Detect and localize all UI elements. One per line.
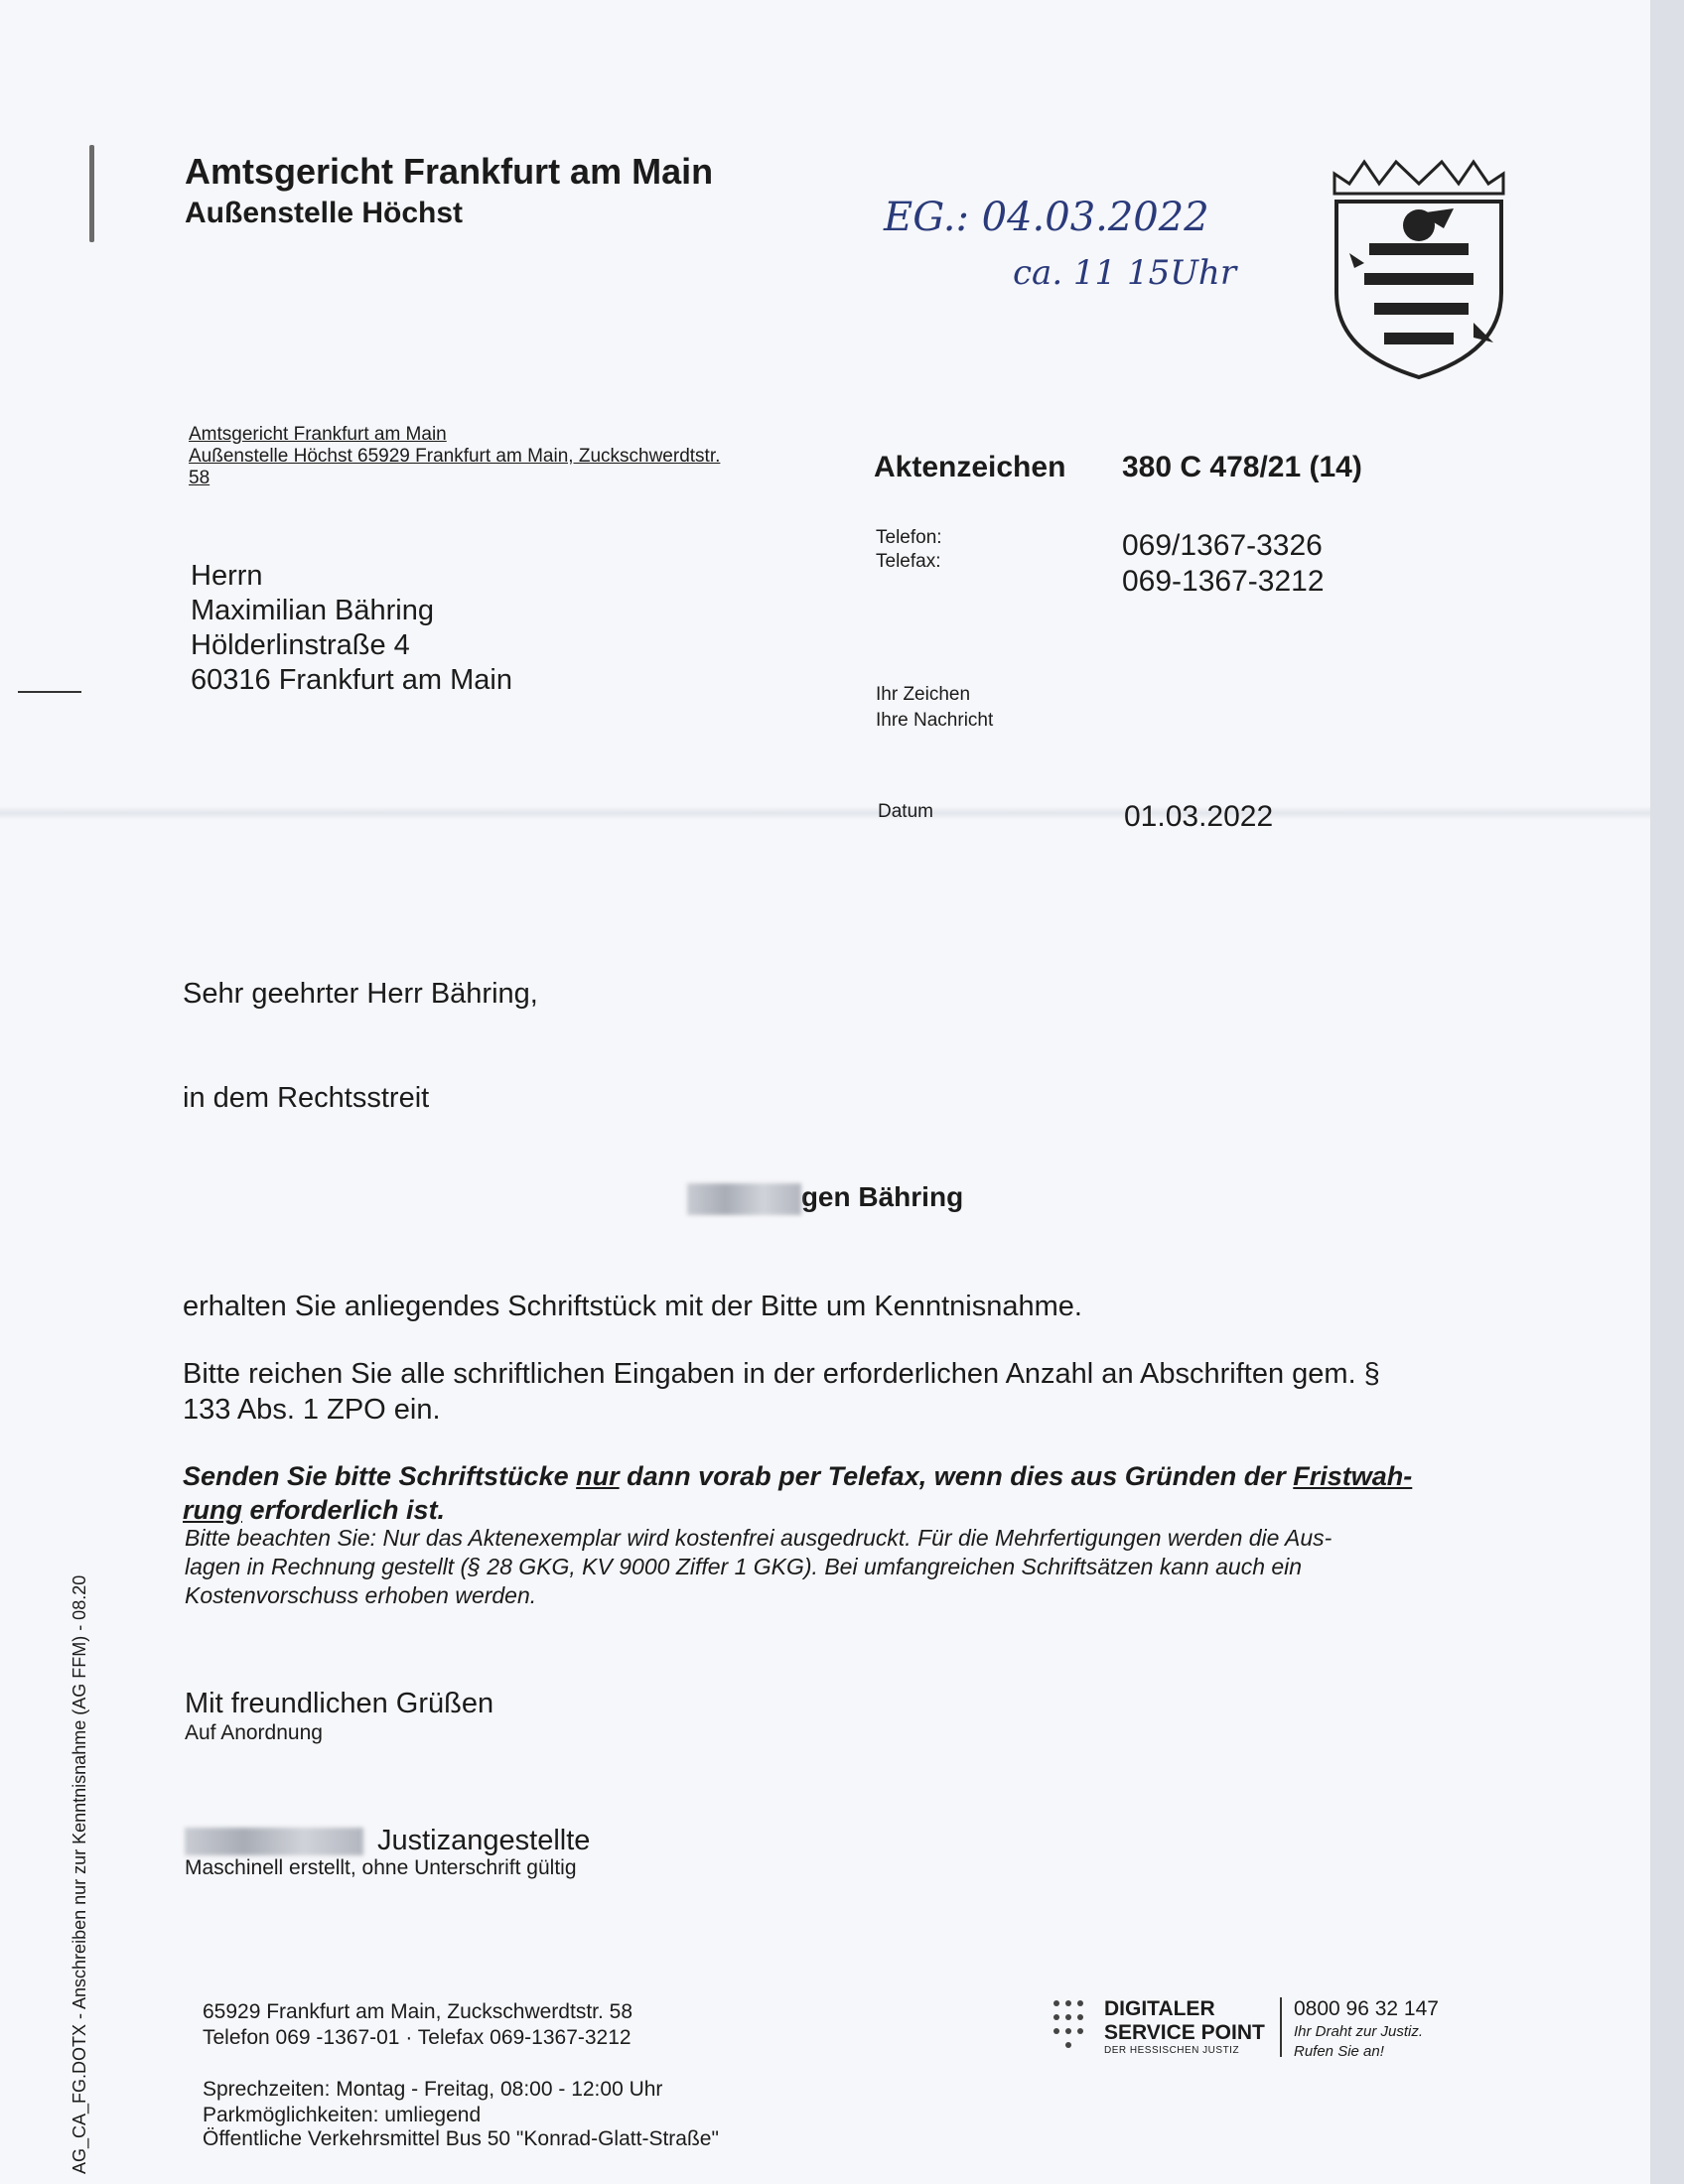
ihre-nachricht-label: Ihre Nachricht [876,710,994,731]
paper-fold [0,806,1650,820]
paragraph-2 [183,1356,1474,1428]
fax-notice-line-1: Senden Sie bitte Schriftstücke nur dann vorab per Telefax, wenn dies aus Gründen der Fristwah- [183,1461,1413,1491]
handwritten-line-1: EG.: 04.03.2022 [884,195,1209,240]
machine-generated-note: Maschinell erstellt, ohne Unterschrift gültig [185,1856,577,1879]
recipient-street: Hölderlinstraße 4 [191,629,410,661]
signer-title: Justizangestellte [377,1825,591,1856]
datum-value: 01.03.2022 [1124,800,1274,833]
staple-mark [89,145,94,242]
service-point-divider [1280,1997,1282,2057]
template-id-vertical: AG_CA_FG.DOTX - Anschreiben nur zur Kenntnisnahme (AG FFM) - 08.20 [70,1574,89,2174]
recipient-name: Maximilian Bähring [191,595,434,626]
service-point-slogan-1: Ihr Draht zur Justiz. [1294,2023,1424,2040]
scan-edge [1650,0,1684,2184]
aktenzeichen-value: 380 C 478/21 (14) [1122,451,1362,483]
aktenzeichen-label: Aktenzeichen [874,451,1066,483]
sender-line-1: Amtsgericht Frankfurt am Main [189,424,447,445]
paragraph-1: erhalten Sie anliegendes Schriftstück mit der Bitte um Kenntnisnahme. [183,1291,1082,1322]
footer-address: 65929 Frankfurt am Main, Zuckschwerdtstr. 58 [203,2000,633,2023]
phone-values [1122,528,1325,600]
on-order-note: Auf Anordnung [185,1721,323,1744]
telefon-label: Telefon: [876,527,942,548]
footer-parking: Parkmöglichkeiten: umliegend [203,2104,482,2126]
cost-hint-line-2: lagen in Rechnung gestellt (§ 28 GKG, KV 9000 Ziffer 1 GKG). Bei umfangreichen Schriftsätzen kann auch ein [185,1554,1303,1579]
footer-hours: Sprechzeiten: Montag - Freitag, 08:00 - 12:00 Uhr [203,2078,663,2101]
paragraph-2-line-2: 133 Abs. 1 ZPO ein. [183,1394,441,1426]
fax-notice-line-2: rung erforderlich ist. [183,1495,446,1525]
parties-line [0,1181,1650,1215]
service-point-title [1104,1997,1265,2045]
intro-text: in dem Rechtsstreit [183,1082,430,1114]
closing-regards: Mit freundlichen Grüßen [185,1688,494,1719]
service-point-subtitle: DER HESSISCHEN JUSTIZ [1104,2045,1240,2056]
ihr-zeichen-label: Ihr Zeichen [876,684,971,705]
sender-line-3: 58 [189,468,210,488]
cost-hint [185,1524,1456,1610]
hesse-coat-of-arms-icon [1325,154,1513,382]
fax-notice-emphasis: nur [576,1461,620,1491]
recipient-city: 60316 Frankfurt am Main [191,664,512,696]
service-point-dots-icon [1051,1997,1086,2055]
handwritten-receipt-note [874,185,1331,304]
court-name: Amtsgericht Frankfurt am Main [185,151,714,192]
cost-hint-line-1: Bitte beachten Sie: Nur das Aktenexemplar wird kostenfrei ausgedruckt. Für die Mehrfertigungen werden die Aus- [185,1525,1333,1551]
service-point-title-line-1: DIGITALER [1104,1997,1215,2020]
recipient-salutation: Herrn [191,560,263,592]
redacted-party [687,1183,801,1215]
telefax-value: 069-1367-3212 [1122,565,1325,598]
greeting: Sehr geehrter Herr Bähring, [183,978,538,1010]
parties-text: gen Bähring [800,1181,964,1212]
fold-mark [18,691,81,693]
fax-notice-frist: Fristwah- [1293,1461,1413,1491]
service-point-title-line-2: SERVICE POINT [1104,2021,1265,2044]
service-point-phone: 0800 96 32 147 [1294,1997,1439,2020]
fax-notice [183,1459,1474,1527]
recipient-address [191,559,512,698]
signer-line [185,1825,590,1857]
datum-label: Datum [878,801,933,822]
telefax-label: Telefax: [876,551,941,572]
footer-transit: Öffentliche Verkehrsmittel Bus 50 "Konrad-Glatt-Straße" [203,2127,719,2150]
redacted-signer-name [185,1828,363,1855]
court-branch: Außenstelle Höchst [185,197,464,229]
service-point-slogan-2: Rufen Sie an! [1294,2043,1384,2060]
telefon-value: 069/1367-3326 [1122,529,1323,562]
sender-return-address [189,424,824,489]
paragraph-2-line-1: Bitte reichen Sie alle schriftlichen Eingaben in der erforderlichen Anzahl an Abschriften gem. § [183,1358,1380,1390]
handwritten-line-2: ca. 11 15Uhr [1013,253,1237,293]
cost-hint-line-3: Kostenvorschuss erhoben werden. [185,1582,537,1608]
footer-phones: Telefon 069 -1367-01 · Telefax 069-1367-3212 [203,2026,632,2049]
sender-line-2: Außenstelle Höchst 65929 Frankfurt am Main, Zuckschwerdtstr. [189,446,721,467]
